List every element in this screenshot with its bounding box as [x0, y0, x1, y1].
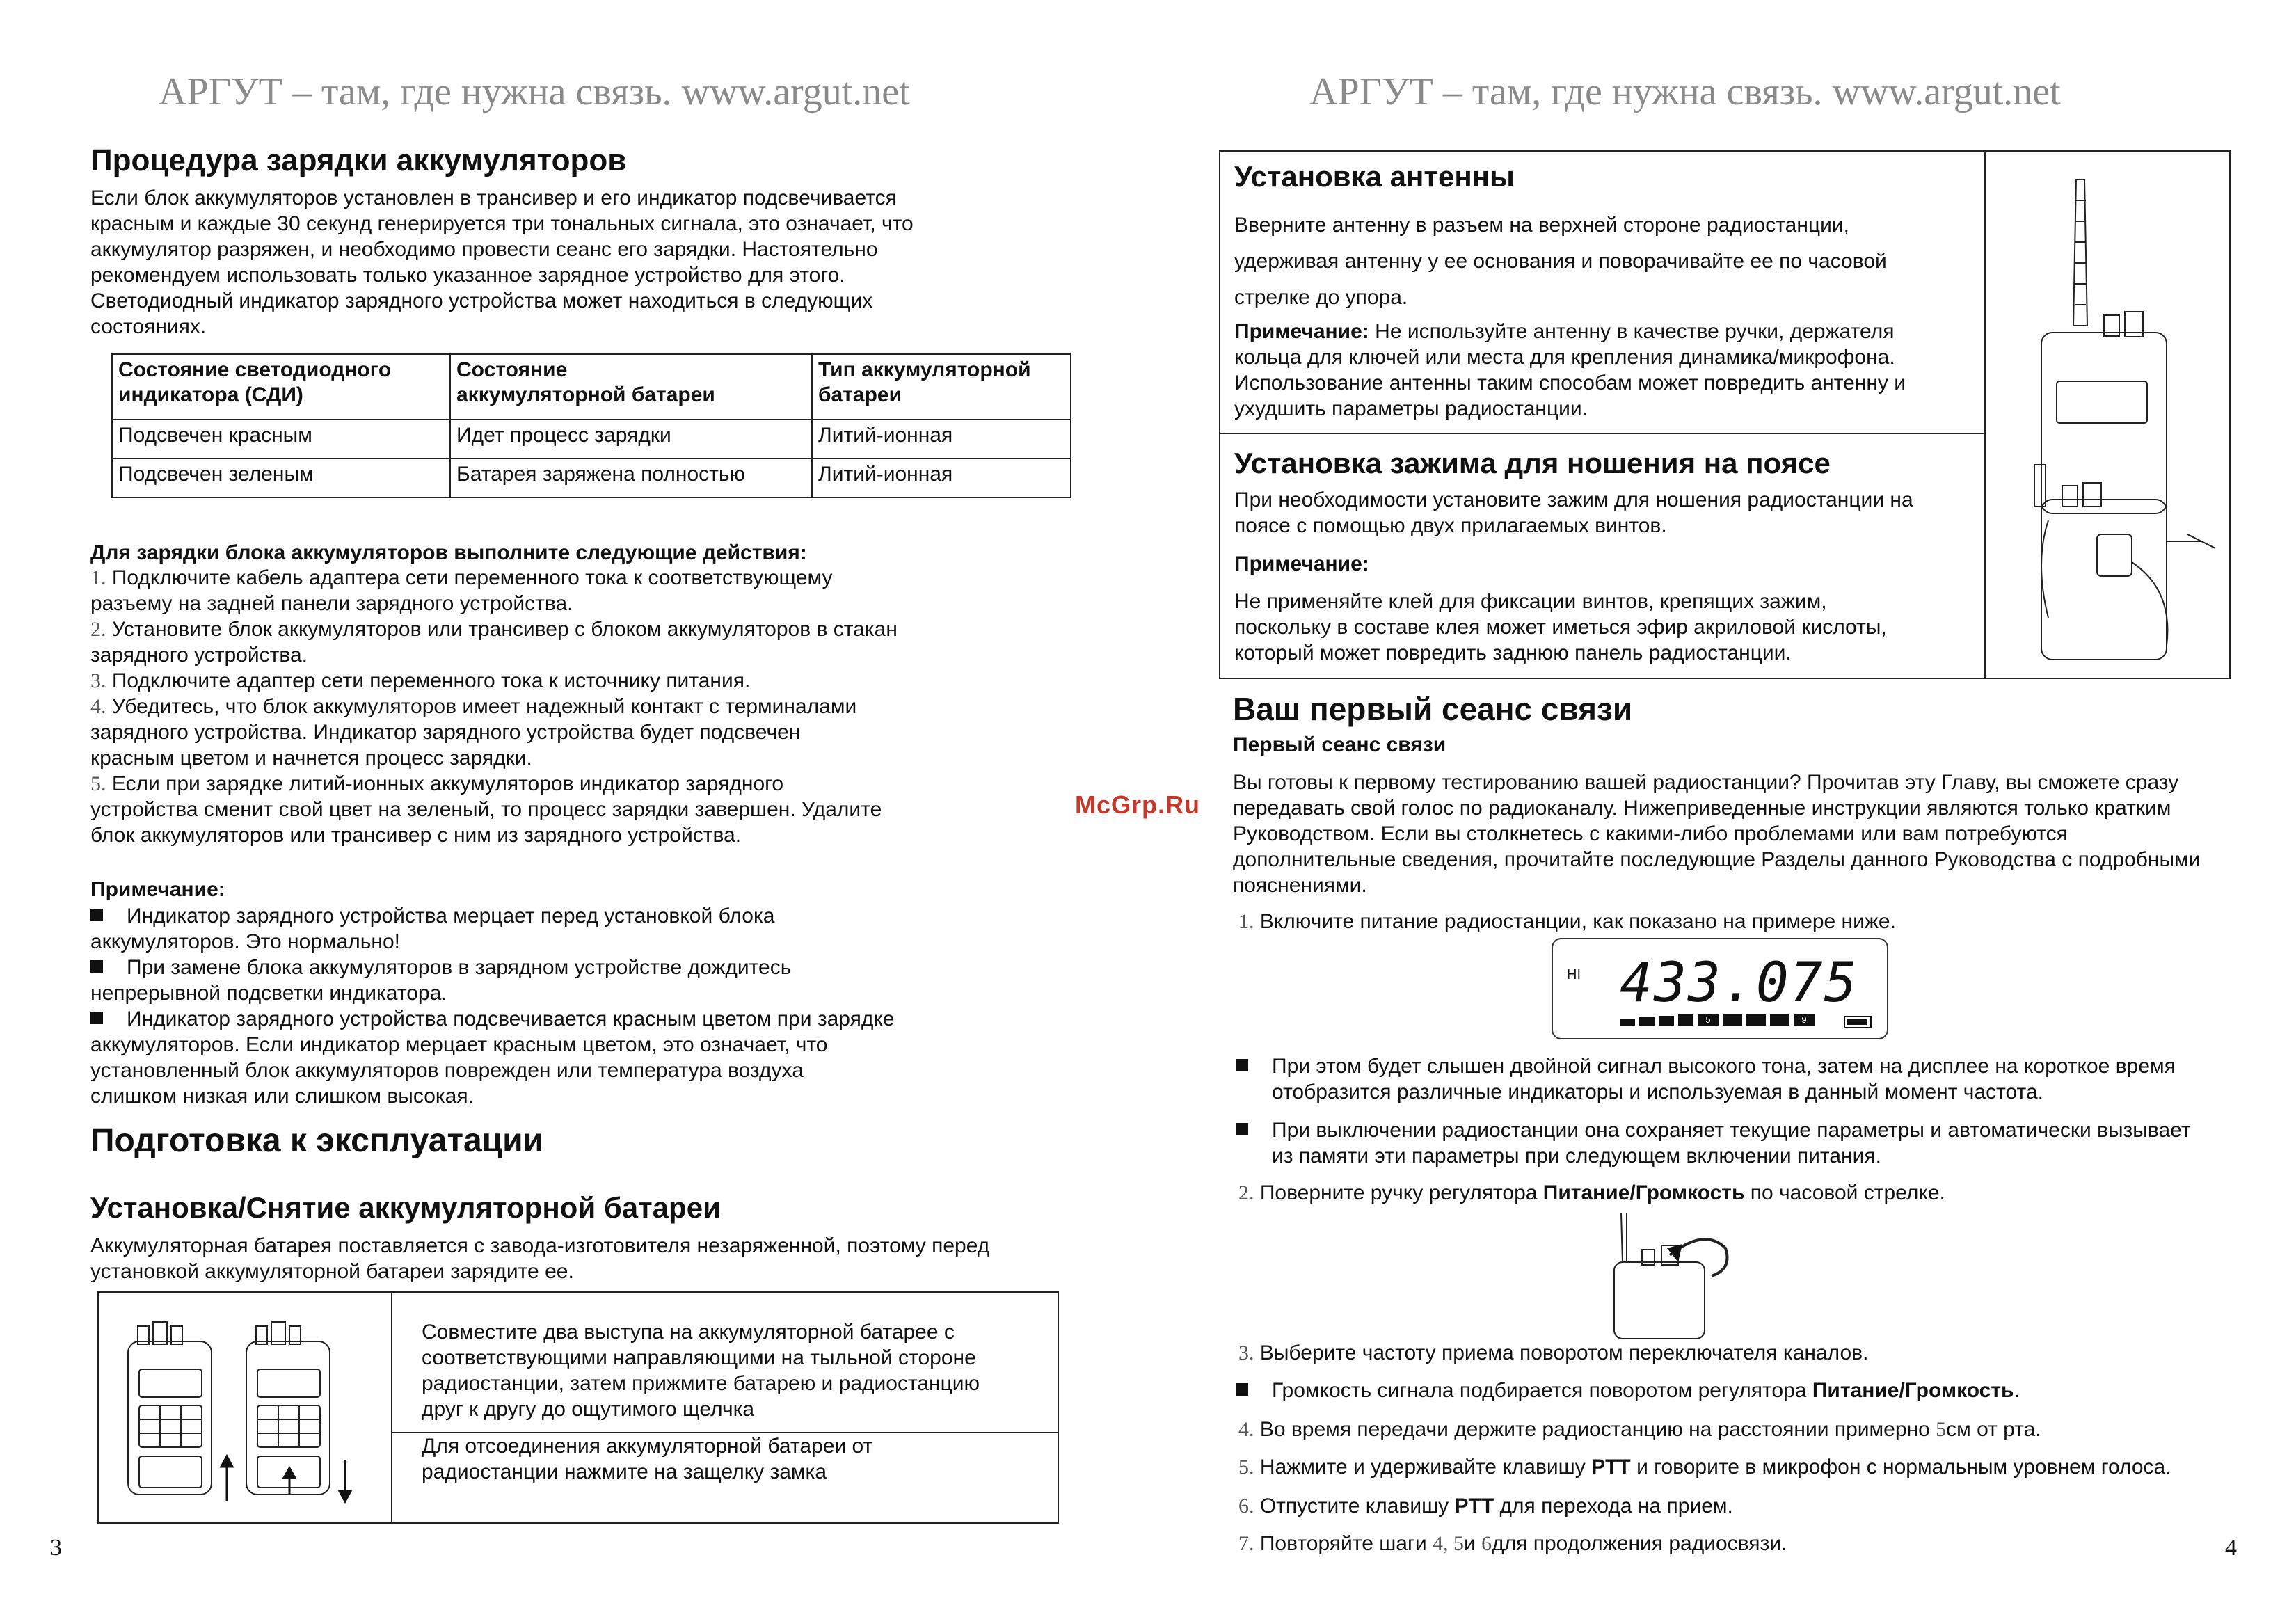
step-text: Убедитесь, что блок аккумуляторов имеет надежный контакт с терминалами [106, 695, 857, 718]
note-text: слишком низкая или слишком высокая. [90, 1085, 474, 1108]
note-line [90, 1032, 1078, 1058]
step-number: 6. [1238, 1495, 1254, 1517]
lcd-display [1552, 938, 1888, 1039]
antenna-note [1234, 319, 1970, 422]
text-line: установкой аккумуляторной батареи зарядите ее. [90, 1260, 574, 1283]
text-line: Аккумуляторная батарея поставляется с завода-изготовителя незаряженной, поэтому перед [90, 1234, 990, 1257]
table-cell: Идет процесс зарядки [450, 420, 812, 459]
box-divider [1220, 433, 1984, 434]
step-number: 5. [1238, 1456, 1254, 1479]
text-line: поясе с помощью двух прилагаемых винтов. [1234, 514, 1667, 537]
header-line: индикатора (СДИ) [118, 383, 303, 406]
step-2 [1238, 1180, 1945, 1206]
step-text: зарядного устройства. [90, 644, 308, 667]
step-number: 1. [90, 566, 106, 589]
box-divider [1984, 152, 1986, 678]
note-text: установленный блок аккумуляторов поврежден или температура воздуха [90, 1059, 804, 1082]
clip-note-label: Примечание: [1234, 552, 1369, 575]
watermark: McGrp.Ru [1075, 790, 1201, 819]
step-number: 4, 5 [1433, 1532, 1465, 1555]
note-label: Примечание: [1234, 320, 1369, 343]
step-line [90, 642, 1078, 668]
battery-install-illustration [107, 1321, 385, 1508]
step-text: Установите блок аккумуляторов или трансивер с блоком аккумуляторов в стакан [106, 618, 898, 641]
note-line [90, 1083, 1078, 1109]
step-text: красным цветом и начнется процесс зарядки. [90, 747, 532, 770]
text-line: друг к другу до ощутимого щелчка [422, 1398, 755, 1421]
antenna-note-line: кольца для ключей или места для крепления динамика/микрофона. [1234, 346, 1895, 369]
box-divider [391, 1293, 392, 1522]
antenna-note-line: Использование антенны таким способам может повредить антенну и [1234, 372, 1906, 394]
step-text: Нажмите и удерживайте клавишу [1254, 1456, 1592, 1479]
text-line: Для отсоединения аккумуляторной батареи от [422, 1435, 873, 1458]
note-line [90, 929, 1078, 955]
bullet-3 [1236, 1378, 2020, 1403]
text-line: поскольку в составе клея может иметься эфир акриловой кислоты, [1234, 616, 1887, 639]
text-line: удерживая антенну у ее основания и поворачивайте ее по часовой [1234, 250, 1887, 273]
lcd-frequency: 433.075 [1620, 952, 1858, 1014]
note-line [90, 903, 1078, 929]
table-row [112, 459, 1071, 497]
first-session-title: Ваш первый сеанс связи [1233, 691, 1633, 727]
table-header-row [112, 354, 1071, 420]
header-line: Состояние [456, 358, 568, 381]
text-line: который может повредить заднюю панель радиостанции. [1234, 641, 1792, 664]
step-text: Подключите адаптер сети переменного тока к источнику питания. [106, 669, 751, 692]
text-line: передавать свой голос по радиоканалу. Нижеприведенные инструкции являются только кратким [1233, 797, 2171, 820]
led-status-table [111, 353, 1071, 498]
step-number: 5 [1936, 1418, 1947, 1441]
note-line [90, 1006, 1078, 1032]
note-text: непрерывной подсветки индикатора. [90, 982, 447, 1005]
text-line: дополнительные сведения, прочитайте последующие Разделы данного Руководства с подробными [1233, 848, 2201, 871]
step-text: Если при зарядке литий-ионных аккумуляторов индикатор зарядного [106, 772, 784, 795]
charge-intro [90, 185, 1065, 340]
lcd-channel-a: 5 [1698, 1014, 1719, 1026]
text-line: Если блок аккумуляторов установлен в трансивер и его индикатор подсвечивается [90, 186, 897, 209]
lcd-channel-b: 9 [1794, 1014, 1815, 1026]
table-header-cell [112, 354, 450, 420]
text-line: Руководством. Если вы столкнетесь с какими-либо проблемами или вам потребуются [1233, 822, 2068, 845]
step-4 [1238, 1417, 2041, 1442]
step-line [90, 694, 1078, 719]
step-number: 2. [1238, 1181, 1254, 1204]
charge-title: Процедура зарядки аккумуляторов [90, 143, 627, 177]
step-text: для продолжения радиосвязи. [1492, 1532, 1787, 1555]
bullet-line [1236, 1053, 2265, 1079]
header-line: Состояние светодиодного [118, 358, 392, 381]
step-line [90, 822, 1078, 848]
step-3 [1238, 1340, 1868, 1366]
step-text: Выберите частоту приема поворотом переключателя каналов. [1254, 1341, 1869, 1364]
antenna-text [1234, 207, 1970, 316]
bullet-icon [90, 960, 103, 973]
volume-knob-illustration [1600, 1213, 1746, 1339]
step-number: 3. [90, 669, 106, 692]
right-page-number: 4 [2225, 1535, 2237, 1561]
step-text: Отпустите клавишу [1254, 1495, 1455, 1517]
battery-attach-text [422, 1319, 1048, 1422]
left-page-number: 3 [50, 1535, 62, 1561]
step-bold: PTT [1591, 1456, 1631, 1479]
left-page-header: АРГУТ – там, где нужна связь. www.argut.net [159, 70, 910, 113]
bullet-text: . [2014, 1379, 2020, 1402]
step-7 [1238, 1531, 1787, 1556]
step-number: 3. [1238, 1341, 1254, 1364]
step-text: устройства сменит свой цвет на зеленый, то процесс зарядки завершен. Удалите [90, 798, 882, 821]
antenna-title: Установка антенны [1234, 160, 1515, 193]
antenna-clip-illustration [1993, 173, 2222, 667]
charge-note-title: Примечание: [90, 878, 225, 901]
table-cell: Литий-ионная [812, 459, 1071, 497]
bullet-text: Громкость сигнала подбирается поворотом регулятора [1272, 1379, 1812, 1402]
step-line [90, 771, 1078, 797]
note-text: аккумуляторов. Если индикатор мерцает красным цветом, это означает, что [90, 1033, 828, 1056]
step-number: 1. [1238, 910, 1254, 933]
first-session-subtitle: Первый сеанс связи [1233, 733, 1446, 756]
text-line: радиостанции, затем прижмите батарею и радиостанцию [422, 1372, 980, 1395]
step-text: блок аккумуляторов или трансивер с ним из зарядного устройства. [90, 824, 742, 847]
step-number: 7. [1238, 1532, 1254, 1555]
step-text: и [1464, 1532, 1482, 1555]
note-text: Индикатор зарядного устройства мерцает перед установкой блока [127, 904, 775, 927]
text-line: аккумулятор разряжен, и необходимо провести сеанс его зарядки. Настоятельно [90, 238, 878, 261]
table-header-cell [812, 354, 1071, 420]
prep-title: Подготовка к эксплуатации [90, 1122, 544, 1159]
clip-note [1234, 589, 1970, 666]
table-cell: Литий-ионная [812, 420, 1071, 459]
text-line: красным и каждые 30 секунд генерируется три тональных сигнала, это означает, что [90, 212, 914, 235]
antenna-note-line: ухудшить параметры радиостанции. [1234, 397, 1588, 420]
note-line [90, 955, 1078, 980]
step-bold: Питание/Громкость [1542, 1181, 1745, 1204]
text-line: радиостанции нажмите на защелку замка [422, 1460, 827, 1483]
antenna-note-line [1234, 319, 1970, 344]
charge-notes [90, 903, 1078, 1109]
step-number: 5. [90, 772, 106, 795]
table-row [112, 420, 1071, 459]
battery-icon [1844, 1016, 1872, 1028]
step-text: Подключите кабель адаптера сети переменного тока к соответствующему [106, 566, 833, 589]
text-line: При необходимости установите зажим для ношения радиостанции на [1234, 488, 1913, 511]
table-cell: Батарея заряжена полностью [450, 459, 812, 497]
step-text: для перехода на прием. [1494, 1495, 1733, 1517]
step-line [90, 668, 1078, 694]
prep-subtitle: Установка/Снятие аккумуляторной батареи [90, 1191, 721, 1224]
charge-steps [90, 565, 1078, 848]
step-line [90, 745, 1078, 771]
bullet-2 [1236, 1117, 2265, 1169]
step-bold: PTT [1454, 1495, 1494, 1517]
step-number: 2. [90, 618, 106, 641]
bullet-icon [90, 909, 103, 921]
battery-instructions-box [97, 1291, 1059, 1524]
table-header-cell [450, 354, 812, 420]
first-session-intro [1233, 770, 2263, 898]
step-text: по часовой стрелке. [1744, 1181, 1945, 1204]
lcd-hi-indicator: HI [1567, 967, 1581, 982]
note-text: аккумуляторов. Это нормально! [90, 930, 401, 953]
table-cell: Подсвечен зеленым [112, 459, 450, 497]
text-line: соответствующими направляющими на тыльной стороне [422, 1346, 976, 1369]
table-cell: Подсвечен красным [112, 420, 450, 459]
text-line: Светодиодный индикатор зарядного устройства может находиться в следующих [90, 289, 873, 312]
step-line [90, 797, 1078, 822]
clip-title: Установка зажима для ношения на поясе [1234, 447, 1831, 479]
note-text: При замене блока аккумуляторов в зарядном устройстве дождитесь [127, 956, 792, 979]
text-line: Не применяйте клей для фиксации винтов, крепящих зажим, [1234, 590, 1827, 613]
note-line [90, 1058, 1078, 1083]
prep-intro [90, 1233, 1092, 1284]
charge-steps-title: Для зарядки блока аккумуляторов выполните следующие действия: [90, 541, 807, 564]
text-line: состояниях. [90, 315, 207, 338]
bullet-icon [1236, 1383, 1248, 1396]
bullet-icon [1236, 1123, 1248, 1135]
header-line: батареи [818, 383, 902, 406]
note-line [90, 980, 1078, 1006]
text-line: рекомендуем использовать только указанное зарядное устройство для этого. [90, 264, 845, 287]
text-line: пояснениями. [1233, 874, 1367, 897]
bullet-text: При этом будет слышен двойной сигнал высокого тона, затем на дисплее на короткое время [1272, 1055, 2176, 1078]
step-line [90, 565, 1078, 591]
step-number: 4. [90, 695, 106, 718]
text-line: Вы готовы к первому тестированию вашей радиостанции? Прочитав эту Главу, вы сможете сразу [1233, 771, 2179, 794]
step-line [90, 719, 1078, 745]
note-text: Не используйте антенну в качестве ручки, держателя [1369, 320, 1895, 343]
step-5 [1238, 1454, 2171, 1480]
antenna-clip-box [1219, 150, 2231, 679]
bullet-1 [1236, 1053, 2265, 1105]
step-text: и говорите в микрофон с нормальным уровнем голоса. [1630, 1456, 2171, 1479]
step-text: см от рта. [1946, 1418, 2041, 1441]
clip-text [1234, 487, 1970, 539]
step-6 [1238, 1493, 1733, 1519]
step-text: Во время передачи держите радиостанцию на расстоянии примерно [1254, 1418, 1936, 1441]
step-number: 4. [1238, 1418, 1254, 1441]
bullet-icon [90, 1012, 103, 1024]
step-1 [1238, 909, 1896, 934]
text-line: стрелке до упора. [1234, 286, 1408, 309]
bullet-bold: Питание/Громкость [1812, 1379, 2014, 1402]
step-text: разъему на задней панели зарядного устройства. [90, 592, 573, 615]
step-text: Повторяйте шаги [1254, 1532, 1433, 1555]
bullet-line: из памяти эти параметры при следующем включении питания. [1272, 1145, 1881, 1167]
text-line: Совместите два выступа на аккумуляторной батарее с [422, 1321, 955, 1344]
note-text: Индикатор зарядного устройства подсвечивается красным цветом при зарядке [127, 1007, 895, 1030]
step-text: зарядного устройства. Индикатор зарядного устройства будет подсвечен [90, 721, 801, 744]
lcd-signal-bars [1620, 1014, 1828, 1026]
step-text: Поверните ручку регулятора [1254, 1181, 1543, 1204]
header-line: Тип аккумуляторной [818, 358, 1031, 381]
bullet-line: отобразится различные индикаторы и используемая в данный момент частота. [1272, 1081, 2043, 1103]
header-line: аккумуляторной батареи [456, 383, 715, 406]
step-line [90, 616, 1078, 642]
text-line: Вверните антенну в разъем на верхней стороне радиостанции, [1234, 214, 1849, 237]
bullet-text: При выключении радиостанции она сохраняет текущие параметры и автоматически вызывает [1272, 1119, 2191, 1142]
step-text: Включите питание радиостанции, как показано на примере ниже. [1254, 910, 1896, 933]
step-number: 6 [1481, 1532, 1492, 1555]
bullet-icon [1236, 1059, 1248, 1071]
battery-detach-text [422, 1433, 1048, 1485]
bullet-line [1236, 1117, 2265, 1143]
step-line [90, 591, 1078, 616]
right-page-header: АРГУТ – там, где нужна связь. www.argut.net [1309, 70, 2061, 113]
